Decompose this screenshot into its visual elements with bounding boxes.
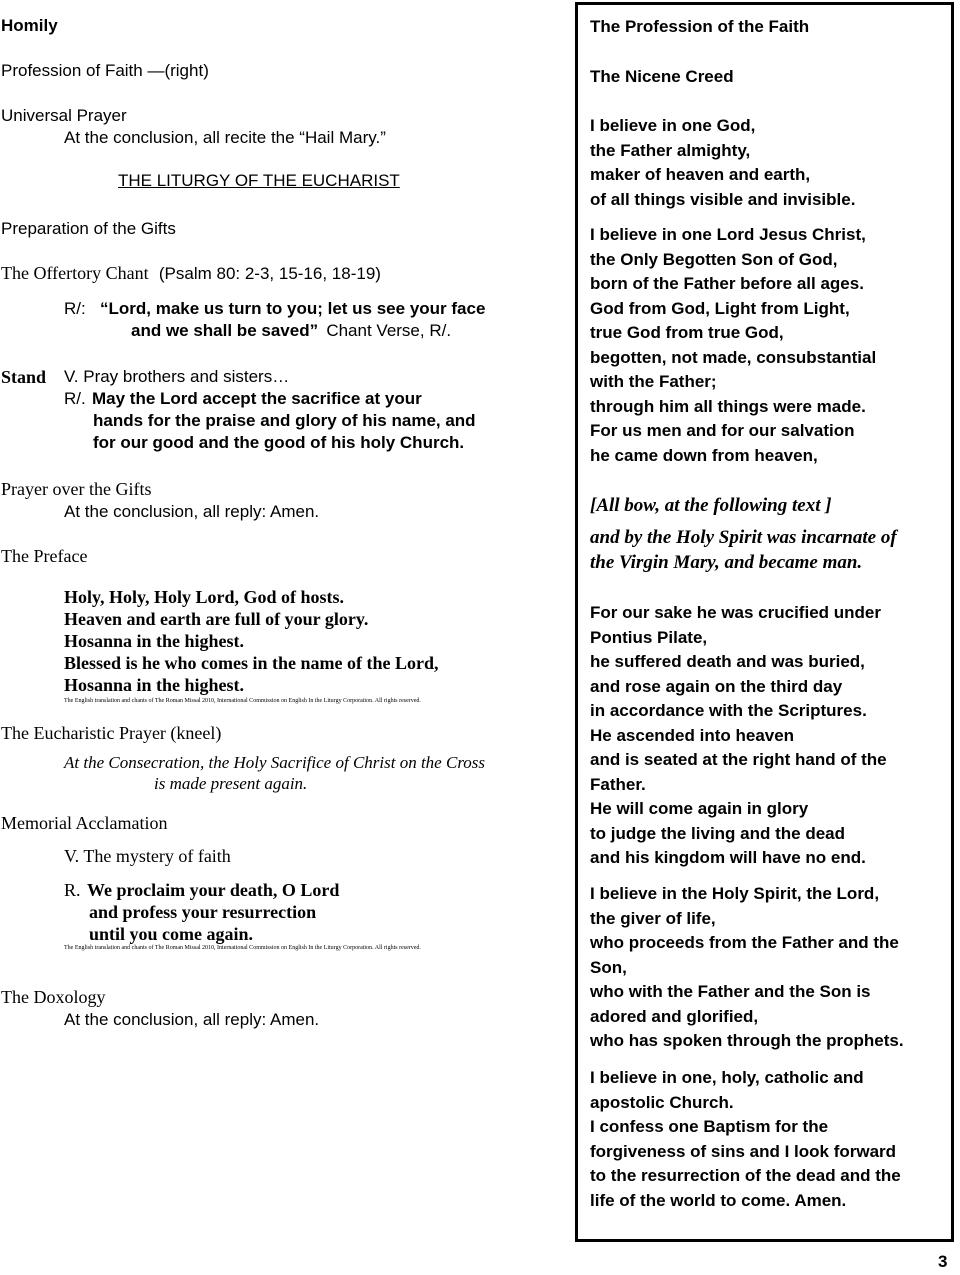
- proclaim-line-3: until you come again.: [89, 924, 254, 944]
- doxology-note: At the conclusion, all reply: Amen.: [64, 1010, 320, 1029]
- universal-prayer-note: At the conclusion, all recite the “Hail Mary.”: [64, 128, 386, 147]
- creed-box: [575, 2, 954, 1242]
- creed-paragraph-5: I believe in one, holy, catholic and apostolic Church. I confess one Baptism for the forgiveness of sins and I look forward to the resurrection of the dead and the life of the world to come. Amen.: [590, 1068, 901, 1210]
- sanctus-line: Hosanna in the highest.: [64, 631, 245, 651]
- pray-line: V. Pray brothers and sisters…: [64, 367, 290, 386]
- profession-heading: Profession of Faith —(right): [1, 61, 209, 80]
- offertory-heading: The Offertory Chant: [1, 263, 149, 283]
- offertory-line: [1, 262, 381, 285]
- sanctus-line: Heaven and earth are full of your glory.: [64, 609, 369, 629]
- proclaim-line-1: R. We proclaim your death, O Lord: [64, 880, 340, 900]
- bow-instruction: [All bow, at the following text ]: [590, 495, 832, 516]
- doxology-heading: The Doxology: [1, 987, 106, 1007]
- response-line-2: and we shall be saved” Chant Verse, R/.: [131, 321, 452, 340]
- proclaim-line-2: and profess your resurrection: [89, 902, 317, 922]
- creed-paragraph-3: For our sake he was crucified under Pontius Pilate, he suffered death and was buried, and rose again on the third day in accordance with the Scriptures. He ascended into heaven and is seated at the right hand of the Father. He will come again in glory to judge the living and the dead and his kingdom will have no end.: [590, 603, 887, 867]
- memorial-heading: Memorial Acclamation: [1, 813, 168, 833]
- may-line-3: for our good and the good of his holy Church.: [93, 433, 465, 452]
- consecration-line-1: At the Consecration, the Holy Sacrifice of Christ on the Cross: [64, 753, 486, 772]
- mystery-line: V. The mystery of faith: [64, 846, 231, 866]
- copyright-note: The English translation and chants of The Roman Missal 2010, International Commission on English In the Liturgy Corporation. All rights reserved.: [64, 698, 421, 704]
- consecration-line-2: is made present again.: [154, 774, 308, 793]
- prayer-gifts-note: At the conclusion, all reply: Amen.: [64, 502, 320, 521]
- incarnate-text: and by the Holy Spirit was incarnate of the Virgin Mary, and became man.: [590, 527, 897, 573]
- creed-paragraph-2: I believe in one Lord Jesus Christ, the Only Begotten Son of God, born of the Father before all ages. God from God, Light from Light, true God from true God, begotten, not made, consubstantial with the Father; through him all things were made. For us men and for our salvation he came down from heaven,: [590, 225, 877, 465]
- homily-heading: Homily: [1, 16, 58, 35]
- creed-paragraph-4: I believe in the Holy Spirit, the Lord, the giver of life, who proceeds from the Father and the Son, who with the Father and the Son is adored and glorified, who has spoken through the prophets.: [590, 884, 904, 1050]
- creed-subtitle: The Nicene Creed: [590, 67, 734, 86]
- chant-verse: Chant Verse, R/.: [326, 321, 452, 340]
- sanctus-line: Blessed is he who comes in the name of the Lord,: [64, 653, 439, 673]
- creed-paragraph-1: I believe in one God, the Father almighty, maker of heaven and earth, of all things visible and invisible.: [590, 116, 856, 209]
- sanctus-line: Holy, Holy, Holy Lord, God of hosts.: [64, 587, 345, 607]
- may-line-2: hands for the praise and glory of his name, and: [93, 411, 476, 430]
- response-line-1: R/: “Lord, make us turn to you; let us see your face: [64, 299, 486, 318]
- response-prefix: R/:: [64, 299, 86, 318]
- creed-title: The Profession of the Faith: [590, 17, 810, 36]
- copyright-note: The English translation and chants of The Roman Missal 2010, International Commission on English In the Liturgy Corporation. All rights reserved.: [64, 945, 421, 951]
- stand-label: Stand: [1, 367, 47, 387]
- liturgy-heading: THE LITURGY OF THE EUCHARIST: [118, 171, 400, 190]
- eucharistic-heading: The Eucharistic Prayer (kneel): [1, 723, 222, 743]
- may-line-1: R/. May the Lord accept the sacrifice at your: [64, 389, 422, 408]
- offertory-psalm: (Psalm 80: 2-3, 15-16, 18-19): [158, 264, 381, 283]
- universal-prayer-heading: Universal Prayer: [1, 106, 127, 125]
- preface-heading: The Preface: [1, 546, 88, 566]
- prayer-gifts-heading: Prayer over the Gifts: [1, 479, 152, 499]
- preparation-heading: Preparation of the Gifts: [1, 219, 176, 238]
- sanctus-line: Hosanna in the highest.: [64, 675, 245, 695]
- page-number: 3: [938, 1252, 948, 1271]
